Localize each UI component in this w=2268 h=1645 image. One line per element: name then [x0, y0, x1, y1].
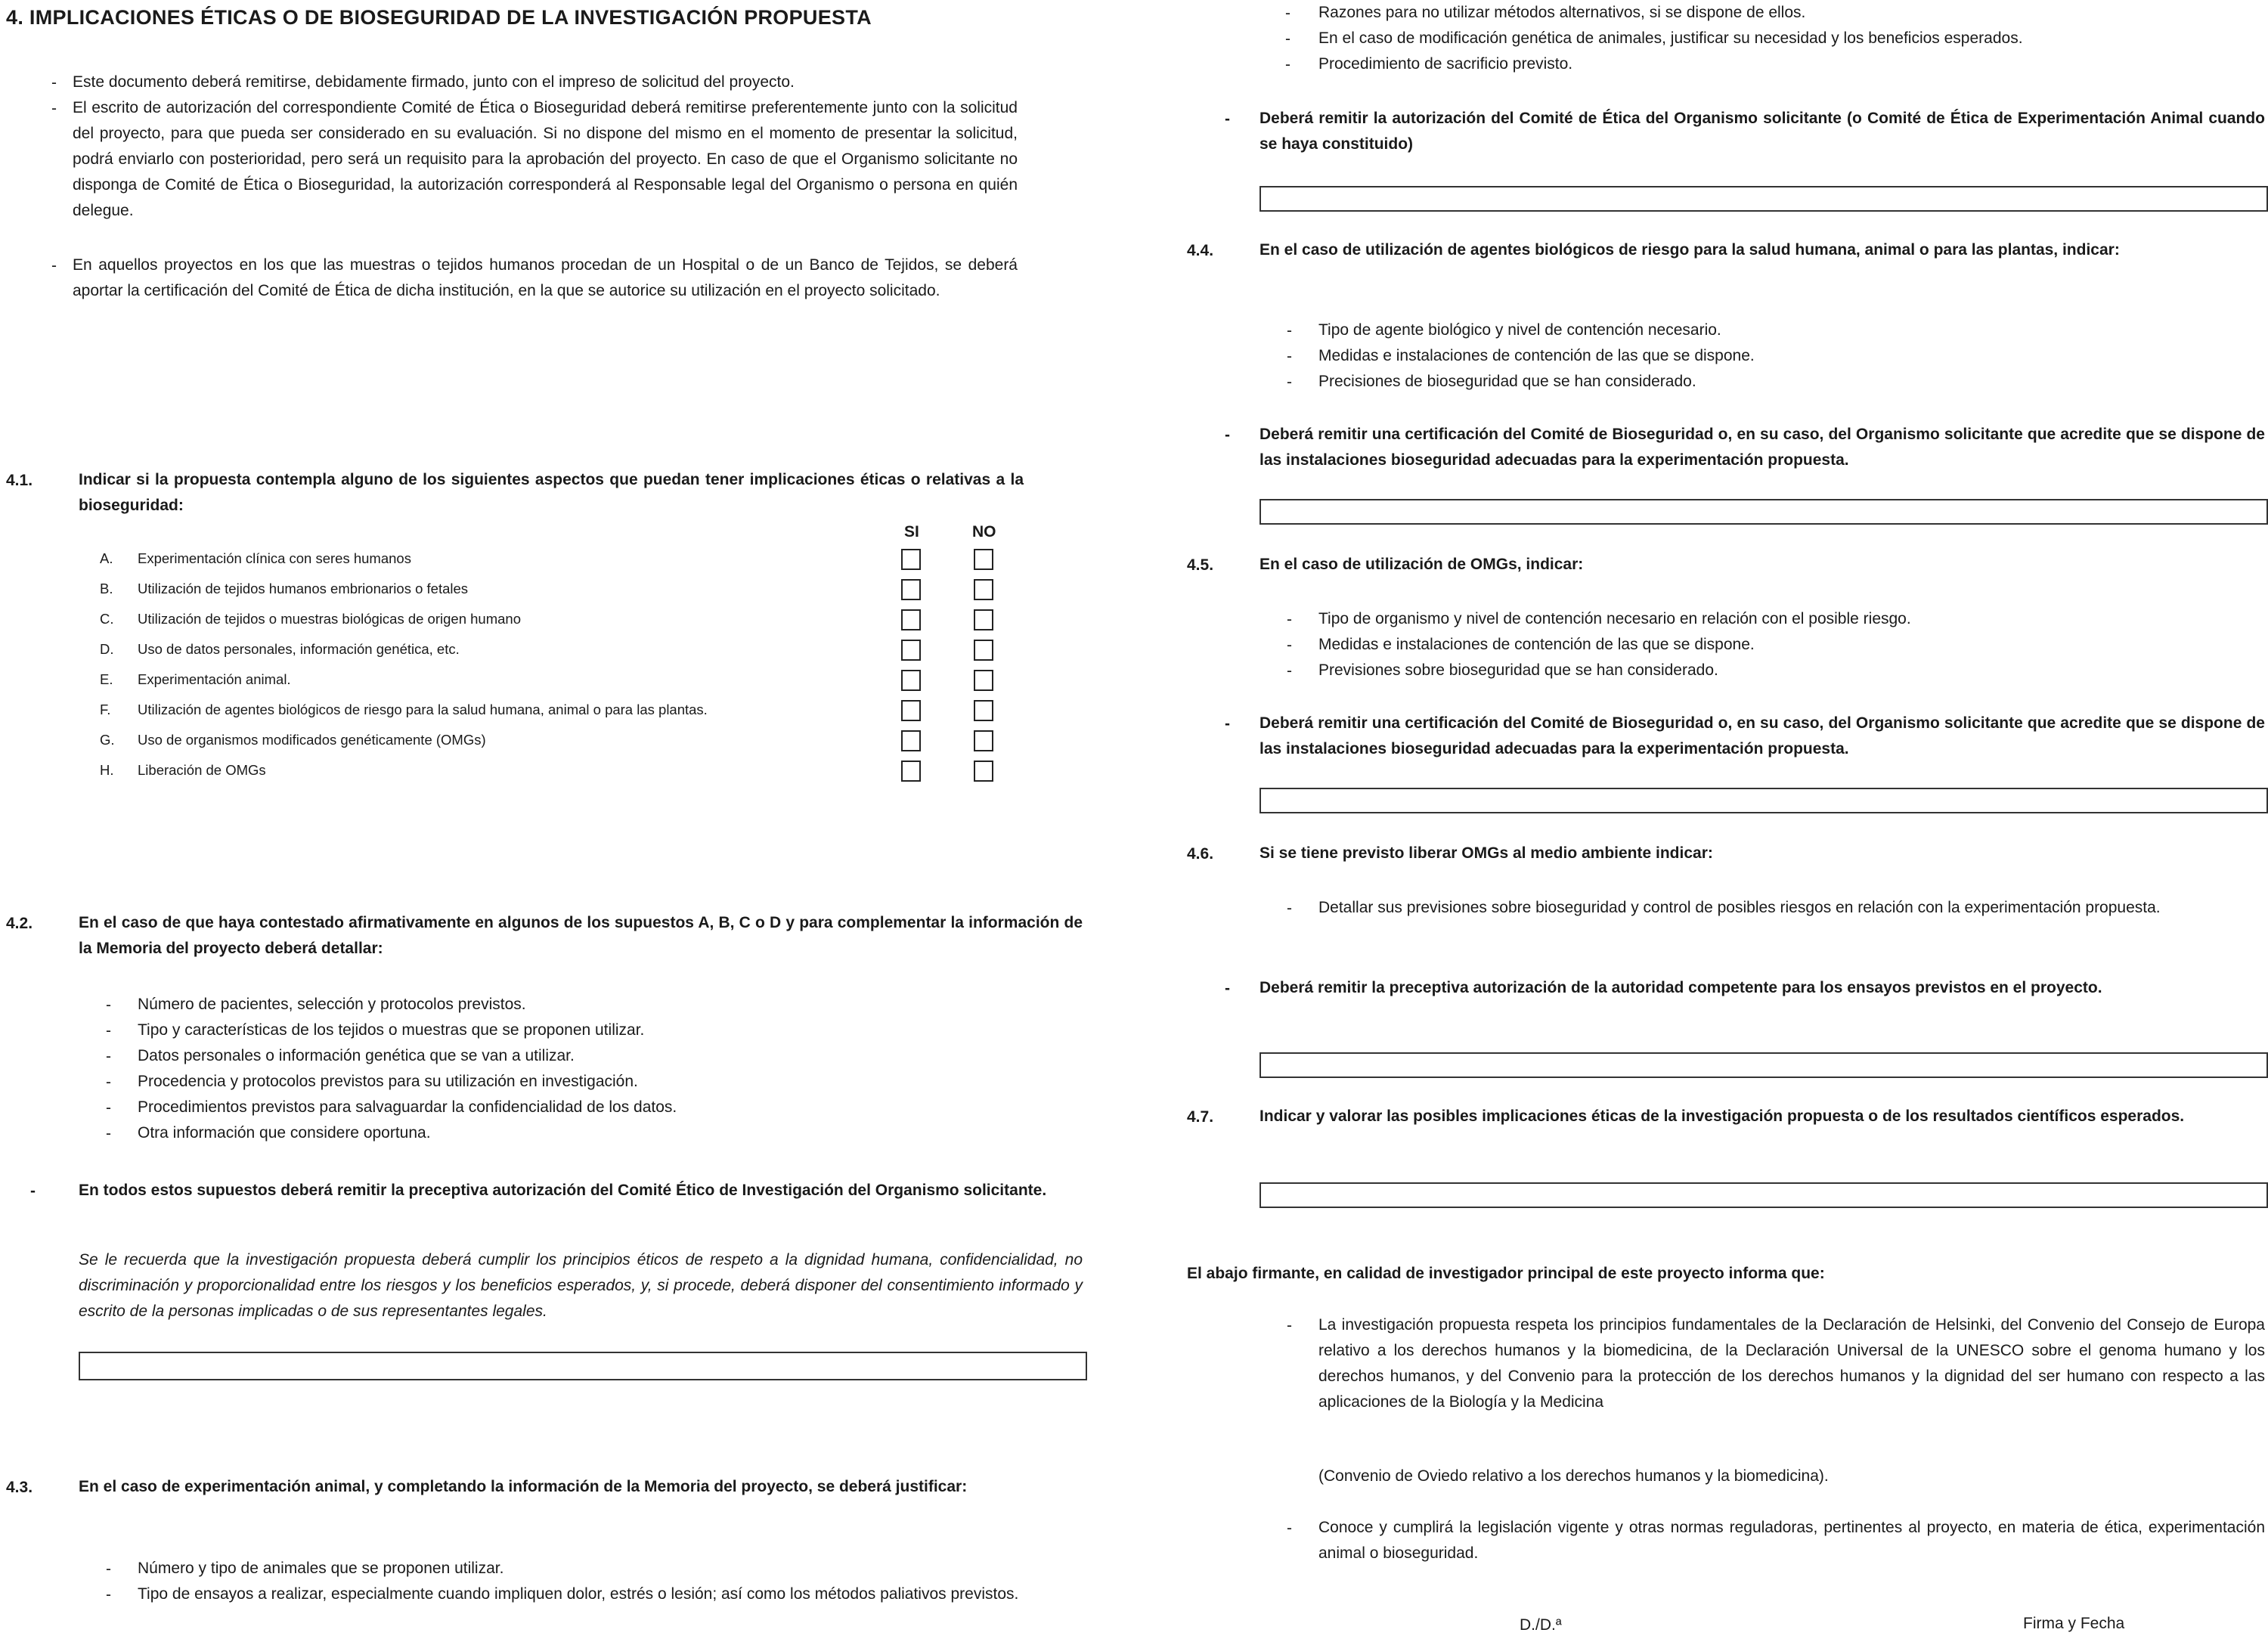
list-item: Procedimientos previstos para salvaguardar la confidencialidad de los datos. — [138, 1098, 677, 1116]
list-item: Datos personales o información genética que se van a utilizar. — [138, 1047, 575, 1064]
checkbox-no-c[interactable] — [974, 609, 993, 630]
checkbox-no-b[interactable] — [974, 579, 993, 600]
signer-intro: El abajo firmante, en calidad de investigador principal de este proyecto informa que: — [1187, 1265, 1825, 1282]
answer-box-4-4[interactable] — [1259, 499, 2268, 525]
bullet-dash: - — [106, 1560, 111, 1578]
section-4-4-text: En el caso de utilización de agentes biológicos de riesgo para la salud humana, animal o para las plantas, indicar: — [1259, 241, 2120, 259]
list-item: Número de pacientes, selección y protocolos previstos. — [138, 996, 526, 1013]
checkbox-no-f[interactable] — [974, 700, 993, 721]
list-item: Número y tipo de animales que se proponen utilizar. — [138, 1560, 504, 1577]
section-number-4-4: 4.4. — [1187, 242, 1214, 259]
col-si-label: SI — [904, 523, 919, 541]
firma-fecha-label: Firma y Fecha — [2023, 1615, 2125, 1632]
row-label: Utilización de tejidos o muestras biológicas de origen humano — [138, 611, 521, 627]
section-number-4-5: 4.5. — [1187, 556, 1214, 574]
row-letter: B. — [100, 581, 113, 596]
intro-item-3: En aquellos proyectos en los que las muestras o tejidos humanos procedan de un Hospital o de un Banco de Tejidos, se deberá aportar la certificación del Comité de Ética de dicha institución, en la que se autorice su utilización en el proyecto solicitado. — [73, 256, 1018, 299]
list-item: Medidas e instalaciones de contención de las que se dispone. — [1318, 636, 1755, 653]
bullet-dash: - — [1225, 715, 1230, 733]
bullet-dash: - — [1287, 611, 1292, 628]
checkbox-no-g[interactable] — [974, 730, 993, 751]
checkbox-si-g[interactable] — [901, 730, 921, 751]
list-item: Procedimiento de sacrificio previsto. — [1318, 55, 1573, 73]
bullet-dash: - — [106, 1586, 111, 1603]
bullet-dash: - — [1287, 900, 1292, 917]
list-item: Procedencia y protocolos previstos para su utilización en investigación. — [138, 1073, 638, 1090]
row-label: Utilización de tejidos humanos embrionarios o fetales — [138, 581, 469, 596]
signer-item-1: La investigación propuesta respeta los principios fundamentales de la Declaración de Helsinki, del Convenio del Consejo de Europa relativo a los derechos humanos y la biomedicina, de la Declaración Universal de la UNESCO sobre el genoma humano y los derechos humanos, y del Convenio para la protección de los derechos humanos y la dignidad del ser humano con respecto a las aplicaciones de la Biología y la Medicina — [1318, 1316, 2265, 1411]
bullet-dash: - — [1225, 426, 1230, 444]
section-title: 4. IMPLICACIONES ÉTICAS O DE BIOSEGURIDAD DE LA INVESTIGACIÓN PROPUESTA — [6, 6, 872, 29]
bullet-dash: - — [1287, 637, 1292, 654]
list-item: Precisiones de bioseguridad que se han considerado. — [1318, 373, 1696, 390]
bullet-dash: - — [1287, 348, 1292, 365]
section-4-7-text: Indicar y valorar las posibles implicaciones éticas de la investigación propuesta o de los resultados científicos esperados. — [1259, 1108, 2185, 1125]
bullet-dash: - — [1225, 110, 1230, 128]
dd-label: D./D.ª — [1520, 1616, 1562, 1634]
list-item: Tipo de ensayos a realizar, especialmente cuando impliquen dolor, estrés o lesión; así como los métodos paliativos previstos. — [138, 1585, 1019, 1603]
bullet-dash: - — [106, 1073, 111, 1091]
answer-box-4-5[interactable] — [1259, 788, 2268, 813]
row-letter: D. — [100, 641, 114, 657]
row-label: Liberación de OMGs — [138, 762, 266, 778]
checkbox-no-d[interactable] — [974, 640, 993, 661]
signer-item-1-cont: (Convenio de Oviedo relativo a los derechos humanos y la biomedicina). — [1318, 1467, 1829, 1485]
checkbox-si-h[interactable] — [901, 761, 921, 782]
list-item: Detallar sus previsiones sobre bioseguridad y control de posibles riesgos en relación con la experimentación propuesta. — [1318, 899, 2161, 916]
bullet-dash: - — [30, 1182, 36, 1200]
section-4-2-remit: En todos estos supuestos deberá remitir la preceptiva autorización del Comité Ético de Investigación del Organismo solicitante. — [79, 1182, 1047, 1199]
intro-item-1: Este documento deberá remitirse, debidamente firmado, junto con el impreso de solicitud del proyecto. — [73, 73, 795, 91]
section-4-5-remit: Deberá remitir una certificación del Comité de Bioseguridad o, en su caso, del Organismo solicitante que acredite que se dispone de las instalaciones bioseguridad adecuadas para la experimentación propuesta. — [1259, 714, 2265, 757]
bullet-dash: - — [1285, 5, 1290, 22]
answer-box-4-7[interactable] — [1259, 1182, 2268, 1208]
list-item: Otra información que considere oportuna. — [138, 1124, 431, 1142]
checkbox-no-e[interactable] — [974, 670, 993, 691]
checkbox-no-h[interactable] — [974, 761, 993, 782]
bullet-dash: - — [51, 74, 57, 91]
bullet-dash: - — [1287, 322, 1292, 339]
section-4-6-remit: Deberá remitir la preceptiva autorización de la autoridad competente para los ensayos previstos en el proyecto. — [1259, 979, 2102, 996]
section-4-1-text: Indicar si la propuesta contempla alguno de los siguientes aspectos que puedan tener implicaciones éticas o relativas a la bioseguridad: — [79, 471, 1024, 514]
bullet-dash: - — [106, 996, 111, 1014]
checkbox-si-e[interactable] — [901, 670, 921, 691]
row-label: Experimentación animal. — [138, 671, 291, 687]
bullet-dash: - — [106, 1048, 111, 1065]
list-item: En el caso de modificación genética de animales, justificar su necesidad y los beneficios esperados. — [1318, 29, 2023, 47]
row-letter: F. — [100, 702, 111, 717]
section-number-4-3: 4.3. — [6, 1479, 33, 1496]
bullet-dash: - — [1287, 1520, 1292, 1537]
bullet-dash: - — [1225, 980, 1230, 997]
row-label: Uso de datos personales, información genética, etc. — [138, 641, 460, 657]
section-4-2-text: En el caso de que haya contestado afirmativamente en algunos de los supuestos A, B, C o D y para complementar la información de la Memoria del proyecto deberá detallar: — [79, 914, 1083, 957]
section-4-4-remit: Deberá remitir una certificación del Comité de Bioseguridad o, en su caso, del Organismo solicitante que acredite que se dispone de las instalaciones bioseguridad adecuadas para la experimentación propuesta. — [1259, 426, 2265, 469]
section-number-4-6: 4.6. — [1187, 845, 1214, 863]
section-4-3-remit: Deberá remitir la autorización del Comité de Ética del Organismo solicitante (o Comité de Ética de Experimentación Animal cuando se haya constituido) — [1259, 110, 2265, 153]
checkbox-no-a[interactable] — [974, 549, 993, 570]
row-letter: C. — [100, 611, 114, 627]
bullet-dash: - — [1287, 662, 1292, 680]
list-item: Razones para no utilizar métodos alternativos, si se dispone de ellos. — [1318, 4, 1806, 21]
intro-item-2: El escrito de autorización del correspondiente Comité de Ética o Bioseguridad deberá remitirse preferentemente junto con la solicitud del proyecto, para que pueda ser considerado en su evaluación. Si no dispone del mismo en el momento de presentar la solicitud, podrá enviarlo con posterioridad, pero será un requisito para la aprobación del proyecto. En caso de que el Organismo solicitante no disponga de Comité de Ética o Bioseguridad, la autorización corresponderá al Responsable legal del Organismo o persona en quién delegue. — [73, 99, 1018, 219]
checkbox-si-d[interactable] — [901, 640, 921, 661]
row-label: Utilización de agentes biológicos de riesgo para la salud humana, animal o para las plantas. — [138, 702, 708, 717]
col-no-label: NO — [972, 523, 996, 541]
bullet-dash: - — [1287, 373, 1292, 391]
bullet-dash: - — [51, 100, 57, 117]
section-4-2-note: Se le recuerda que la investigación propuesta deberá cumplir los principios éticos de respeto a la dignidad humana, confidencialidad, no discriminación y proporcionalidad entre los riesgos y los beneficios esperados, y, si procede, deberá disponer del consentimiento informado y escrito de la personas implicadas o de sus representantes legales. — [79, 1251, 1083, 1320]
section-number-4-1: 4.1. — [6, 472, 33, 489]
row-letter: G. — [100, 732, 115, 748]
checkbox-si-b[interactable] — [901, 579, 921, 600]
section-number-4-7: 4.7. — [1187, 1108, 1214, 1126]
section-number-4-2: 4.2. — [6, 915, 33, 932]
bullet-dash: - — [106, 1099, 111, 1117]
row-letter: A. — [100, 550, 113, 566]
bullet-dash: - — [1287, 1317, 1292, 1334]
list-item: Tipo de agente biológico y nivel de contención necesario. — [1318, 321, 1721, 339]
list-item: Tipo y características de los tejidos o muestras que se proponen utilizar. — [138, 1021, 645, 1039]
checkbox-si-a[interactable] — [901, 549, 921, 570]
answer-box-4-2[interactable] — [79, 1352, 1087, 1380]
row-label: Uso de organismos modificados genéticamente (OMGs) — [138, 732, 486, 748]
section-4-5-text: En el caso de utilización de OMGs, indicar: — [1259, 556, 1584, 573]
answer-box-4-3[interactable] — [1259, 186, 2268, 212]
section-4-6-text: Si se tiene previsto liberar OMGs al medio ambiente indicar: — [1259, 844, 1713, 862]
bullet-dash: - — [1285, 56, 1290, 73]
list-item: Previsiones sobre bioseguridad que se han considerado. — [1318, 661, 1718, 679]
bullet-dash: - — [1285, 30, 1290, 48]
row-letter: H. — [100, 762, 114, 778]
bullet-dash: - — [106, 1125, 111, 1142]
row-label: Experimentación clínica con seres humanos — [138, 550, 411, 566]
row-letter: E. — [100, 671, 113, 687]
list-item: Tipo de organismo y nivel de contención necesario en relación con el posible riesgo. — [1318, 610, 1911, 627]
bullet-dash: - — [51, 257, 57, 274]
answer-box-4-6[interactable] — [1259, 1052, 2268, 1078]
signer-item-2: Conoce y cumplirá la legislación vigente y otras normas reguladoras, pertinentes al proyecto, en materia de ética, experimentación animal o bioseguridad. — [1318, 1519, 2265, 1562]
checkbox-si-c[interactable] — [901, 609, 921, 630]
checkbox-si-f[interactable] — [901, 700, 921, 721]
bullet-dash: - — [106, 1022, 111, 1039]
list-item: Medidas e instalaciones de contención de las que se dispone. — [1318, 347, 1755, 364]
section-4-3-text: En el caso de experimentación animal, y completando la información de la Memoria del proyecto, se deberá justificar: — [79, 1478, 968, 1495]
